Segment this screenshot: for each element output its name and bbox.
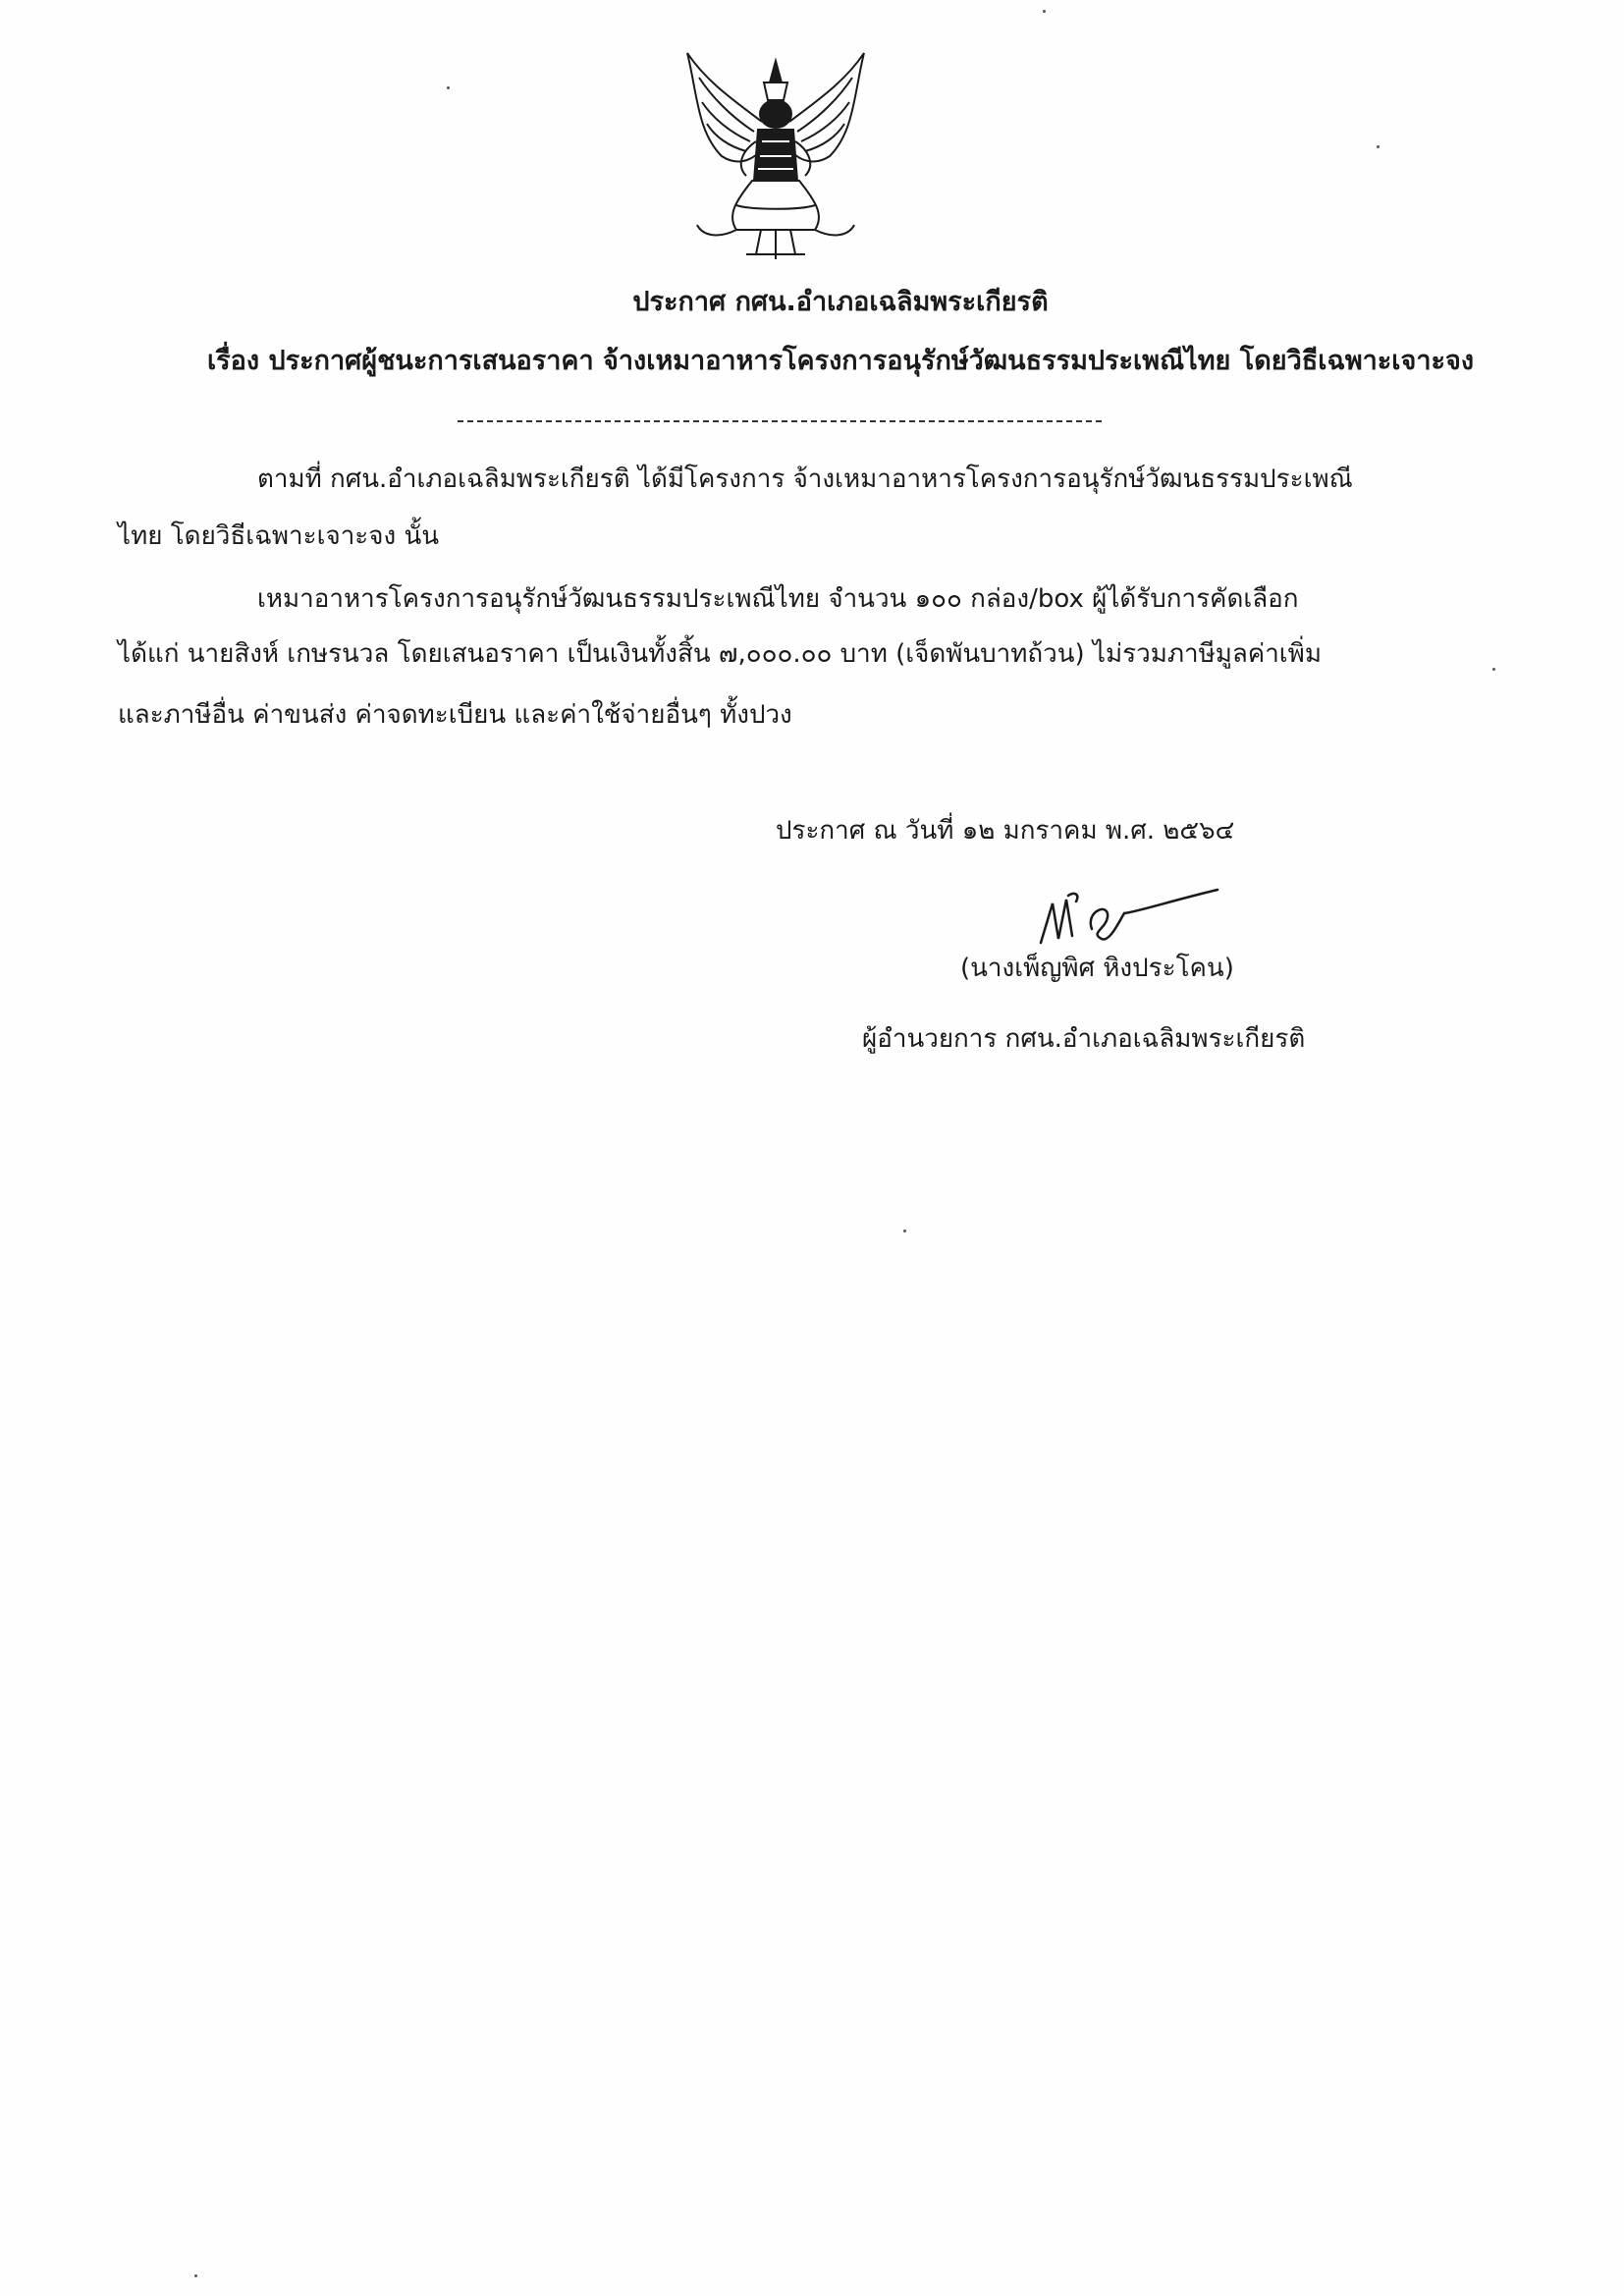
signer-name: (นางเพ็ญพิศ หิงประโคน) [960,954,1234,983]
announcement-subject: เรื่อง ประกาศผู้ชนะการเสนอราคา จ้างเหมาอาหารโครงการอนุรักษ์วัฒนธรรมประเพณีไทย โดยวิธีเฉพาะเจาะจง [206,346,1475,376]
paragraph-2-line-3: และภาษีอื่น ค่าขนส่ง ค่าจดทะเบียน และค่าใช้จ่ายอื่นๆ ทั้งปวง [118,700,792,730]
announcement-date: ประกาศ ณ วันที่ ๑๒ มกราคม พ.ศ. ๒๕๖๔ [776,816,1235,846]
dashed-divider [458,420,1102,422]
scan-speck [194,2274,197,2277]
garuda-emblem-icon [668,43,884,279]
scan-speck [1043,10,1046,13]
scan-speck [903,1230,906,1232]
signer-position: ผู้อำนวยการ กศน.อำเภอเฉลิมพระเกียรติ [862,1024,1306,1054]
signature-icon [1031,882,1227,951]
paragraph-2-line-1: เหมาอาหารโครงการอนุรักษ์วัฒนธรรมประเพณีไทย จำนวน ๑๐๐ กล่อง/box ผู้ได้รับการคัดเลือก [257,584,1299,614]
announcement-title: ประกาศ กศน.อำเภอเฉลิมพระเกียรติ [632,287,1049,317]
scan-speck [1377,145,1380,148]
scan-speck [447,86,450,89]
paragraph-1-line-1: ตามที่ กศน.อำเภอเฉลิมพระเกียรติ ได้มีโครงการ จ้างเหมาอาหารโครงการอนุรักษ์วัฒนธรรมประเพณี [257,465,1353,494]
scan-speck [1492,668,1495,671]
paragraph-2-line-2: ได้แก่ นายสิงห์ เกษรนวล โดยเสนอราคา เป็นเงินทั้งสิ้น ๗,๐๐๐.๐๐ บาท (เจ็ดพันบาทถ้วน) ไม่รวมภาษีมูลค่าเพิ่ม [118,639,1322,669]
paragraph-1-line-2: ไทย โดยวิธีเฉพาะเจาะจง นั้น [118,521,439,551]
